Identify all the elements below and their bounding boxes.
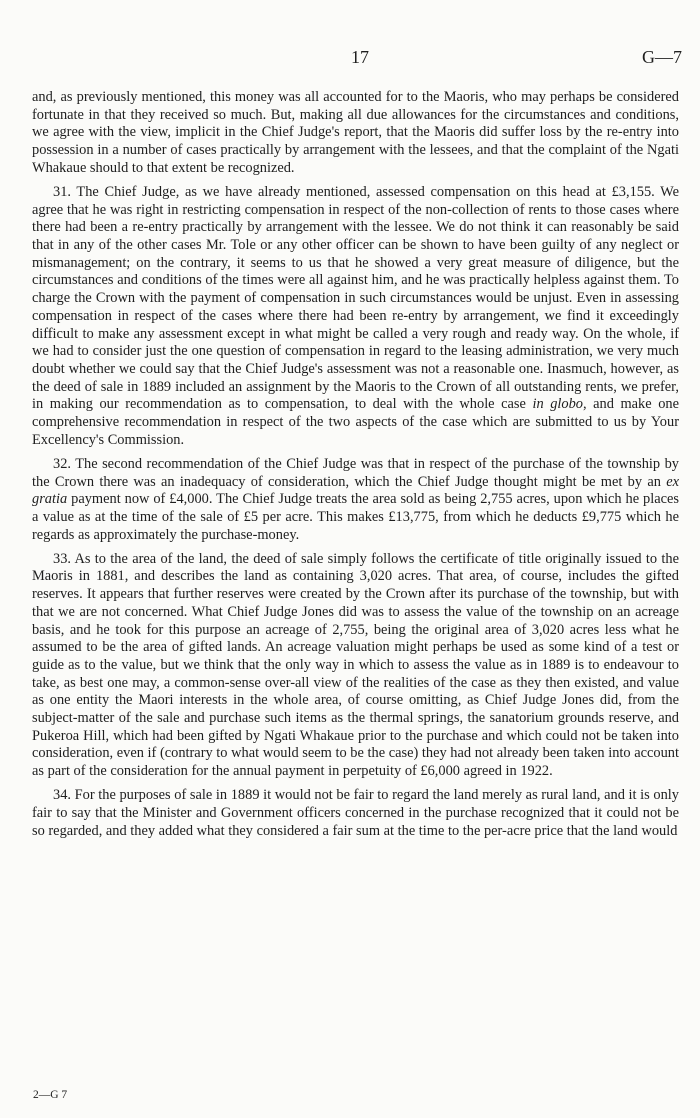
page-number: 17 [351, 47, 369, 67]
printer-signature: 2—G 7 [33, 1089, 68, 1101]
paragraph-32-italic: ex gratia [32, 473, 679, 508]
document-body [32, 89, 679, 847]
paragraph-32-text-end: payment now of £4,000. The Chief Judge treats the area sold as being 2,755 acres, upon which he places a value as at the time of the sale of £5 per acre. This makes £13,775, from which he deducts £9,775 which he regards as approximately the purchase-money. [32, 491, 679, 543]
paragraph-32 [32, 456, 679, 545]
document-reference: G—7 [642, 47, 682, 67]
paragraph-33: 33. As to the area of the land, the deed of sale simply follows the certificate of title originally issued to the Maoris in 1881, and describes the land as containing 3,020 acres. That area, of course, includes the gifted reserves. It appears that further reserves were created by the Crown after its purchase of the township, but with that we are not concerned. What Chief Judge Jones did was to assess the value of the township on an acreage basis, and he took for this purpose an acreage of 2,755, being the original area of 3,020 acres less what he assumed to be the area of gifted lands. An acreage valuation might perhaps be used as some kind of a test or guide as to the value, but we think that the only way in which to assess the value as in 1889 is to endeavour to take, as best one may, a common-sense over-all view of the realities of the case as they then existed, and value as one entity the Maori interests in the whole area, of course omitting, as Chief Judge Jones did, from the subject-matter of the sale and purchase such items as the thermal springs, the sanatorium grounds reserve, and Pukeroa Hill, which had been gifted by Ngati Whakaue prior to the purchase and which could not be taken into consideration, even if (contrary to what would seem to be the case) they had not already been taken into account as part of the consideration for the annual payment in perpetuity of £6,000 agreed in 1922. [32, 550, 679, 780]
paragraph-31-text-end: , and make one comprehensive recommendation in respect of the two aspects of the case which are submitted to us by Your Excellency's Commission. [32, 396, 679, 448]
paragraph-32-text: 32. The second recommendation of the Chief Judge was that in respect of the purchase of the township by the Crown there was an inadequacy of consideration, which the Chief Judge thought might be met by an [32, 455, 679, 490]
paragraph-31-text: 31. The Chief Judge, as we have already mentioned, assessed compensation on this head at £3,155. We agree that he was right in restricting compensation in respect of the non-collection of rents to those cases where there had been a re-entry practically by arrangement with the lessee. We do not think it can reasonably be said that in any of the other cases Mr. Tole or any other officer can be shown to have been guilty of any neglect or mismanagement; on the contrary, it seems to us that he showed a very great measure of diligence, but the circumstances and conditions of the times were all against him, and he was practically helpless against them. To charge the Crown with the payment of compensation in such circumstances would be unjust. Even in assessing compensation in respect of the cases where there had been re-entry by arrangement, we find it exceedingly difficult to make any assessment except in what might be called a very rough and ready way. On the whole, if we had to consider just the one question of compensation in regard to the leasing administration, we very much doubt whether we could say that the Chief Judge's assessment was not a reasonable one. Inasmuch, however, as the deed of sale in 1889 included an assignment by the Maoris to the Crown of all outstanding rents, we prefer, in making our recommendation as to compensation, to deal with the whole case [32, 183, 679, 413]
paragraph-continuation: and, as previously mentioned, this money was all accounted for to the Maoris, who may perhaps be considered fortunate in that they received so much. But, making all due allowances for the circumstances and conditions, we agree with the view, implicit in the Chief Judge's report, that the Maoris did suffer loss by the re-entry into possession in a number of cases practically by arrangement with the lessees, and that the complaint of the Ngati Whakaue should to that extent be recognized. [32, 89, 679, 176]
paragraph-31 [32, 184, 679, 450]
paragraph-34: 34. For the purposes of sale in 1889 it would not be fair to regard the land merely as rural land, and it is only fair to say that the Minister and Government officers concerned in the purchase recognized that it could not be so regarded, and they added what they considered a fair sum at the time to the per-acre price that the land would [32, 787, 679, 839]
paragraph-31-italic: in globo [532, 396, 583, 413]
